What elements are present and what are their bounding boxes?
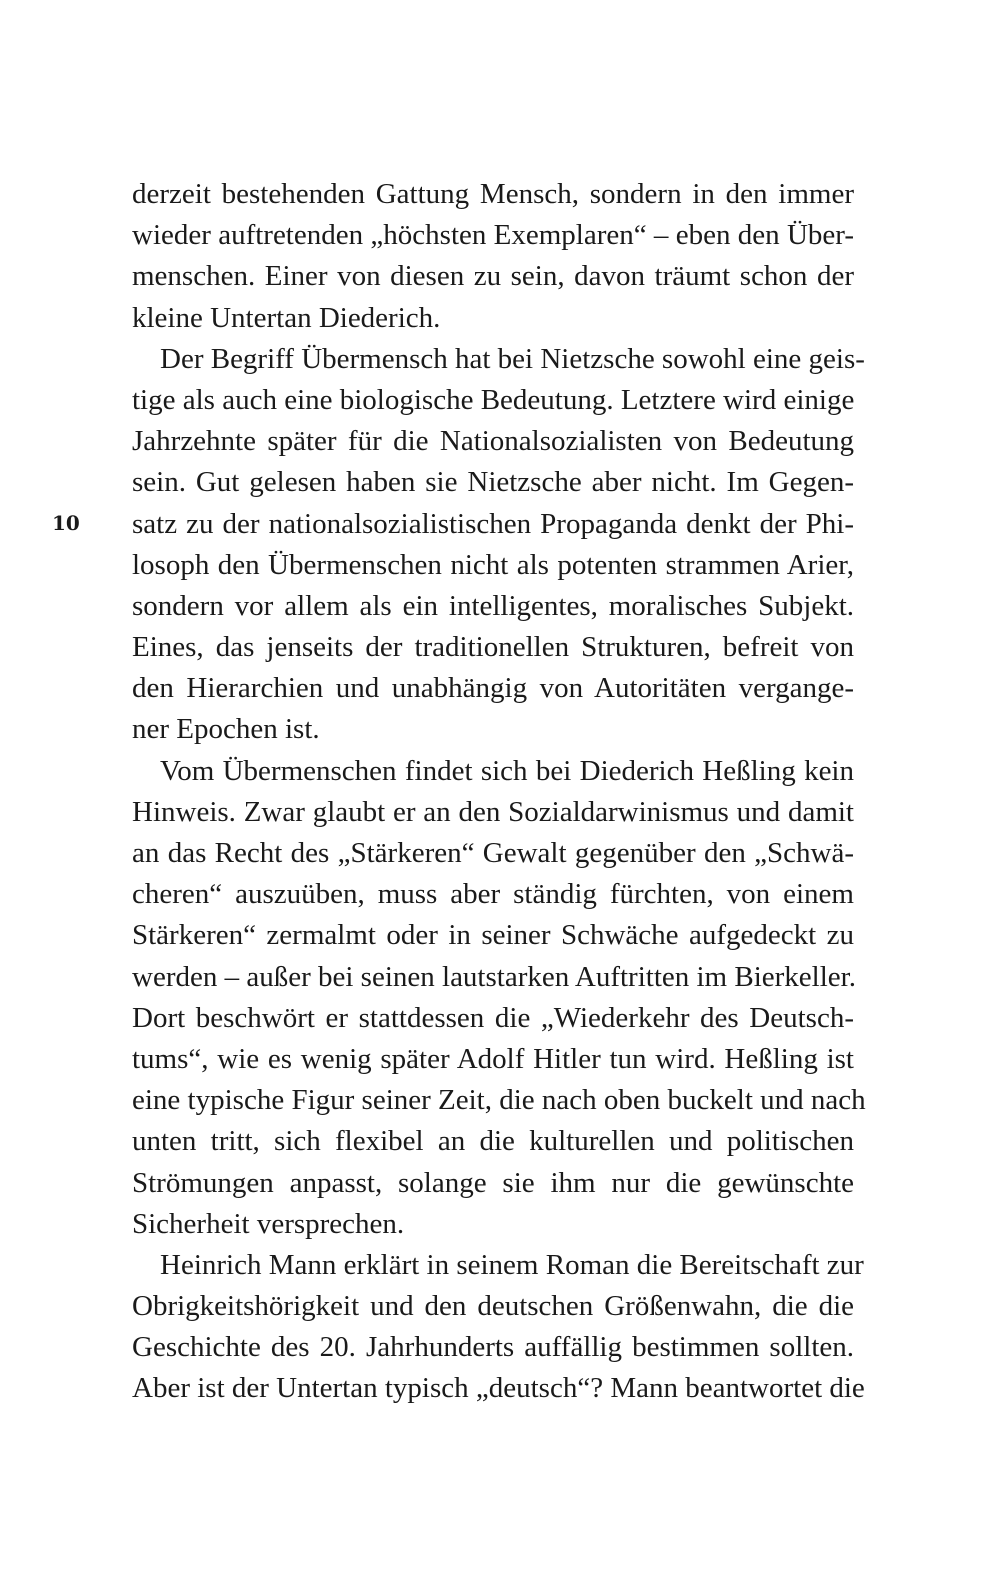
page-number: 10 [52, 511, 80, 535]
text-line: Hinweis. Zwar glaubt er an den Sozialdarwinismus und damit [132, 795, 854, 828]
text-line: wieder auftretenden „höchsten Exemplaren“ – eben den Über- [132, 219, 854, 252]
text-line: Obrigkeitshörigkeit und den deutschen Größenwahn, die die [132, 1290, 854, 1323]
text-line: losoph den Übermenschen nicht als potenten strammen Arier, [132, 548, 854, 581]
text-line: Dort beschwört er stattdessen die „Wiederkehr des Deutsch- [132, 1001, 854, 1034]
text-line: unten tritt, sich flexibel an die kulturellen und politischen [132, 1125, 854, 1158]
text-line: tums“, wie es wenig später Adolf Hitler tun wird. Heßling ist [132, 1042, 854, 1075]
text-line: sondern vor allem als ein intelligentes, moralisches Subjekt. [132, 589, 854, 622]
text-line: satz zu der nationalsozialistischen Propaganda denkt der Phi- [132, 507, 854, 540]
text-line: den Hierarchien und unabhängig von Autoritäten vergange- [132, 672, 854, 705]
text-line: Strömungen anpasst, solange sie ihm nur die gewünschte [132, 1166, 854, 1199]
paragraph [132, 751, 866, 1245]
paragraph [132, 174, 854, 339]
text-line: Sicherheit versprechen. [132, 1207, 405, 1240]
text-line: menschen. Einer von diesen zu sein, davon träumt schon der [132, 260, 854, 293]
paragraph [132, 339, 865, 751]
text-line: kleine Untertan Diederich. [132, 301, 441, 334]
text-line: an das Recht des „Stärkeren“ Gewalt gegenüber den „Schwä- [132, 837, 854, 869]
paragraph [132, 1245, 865, 1410]
text-line: Der Begriff Übermensch hat bei Nietzsche sowohl eine geis- [160, 342, 865, 375]
text-line: derzeit bestehenden Gattung Mensch, sondern in den immer [132, 178, 854, 210]
text-line: cheren“ auszuüben, muss aber ständig fürchten, von einem [132, 878, 854, 911]
text-line: werden – außer bei seinen lautstarken Auftritten im Bierkeller. [132, 960, 856, 993]
text-line: Eines, das jenseits der traditionellen Strukturen, befreit von [132, 631, 854, 664]
text-line: Heinrich Mann erklärt in seinem Roman die Bereitschaft zur [160, 1248, 864, 1281]
text-line: Geschichte des 20. Jahrhunderts auffällig bestimmen sollten. [132, 1331, 854, 1364]
text-line: ner Epochen ist. [132, 713, 320, 746]
text-line: sein. Gut gelesen haben sie Nietzsche aber nicht. Im Gegen- [132, 466, 854, 499]
body-text [132, 174, 866, 1410]
text-line: Stärkeren“ zermalmt oder in seiner Schwäche aufgedeckt zu [132, 919, 854, 952]
text-line: tige als auch eine biologische Bedeutung. Letztere wird einige [132, 383, 855, 416]
text-line: Vom Übermenschen findet sich bei Diederich Heßling kein [160, 754, 854, 787]
text-line: Aber ist der Untertan typisch „deutsch“? Mann beantwortet die [132, 1372, 865, 1405]
text-line: eine typische Figur seiner Zeit, die nach oben buckelt und nach [132, 1084, 866, 1117]
text-line: Jahrzehnte später für die Nationalsozialisten von Bedeutung [132, 425, 854, 458]
